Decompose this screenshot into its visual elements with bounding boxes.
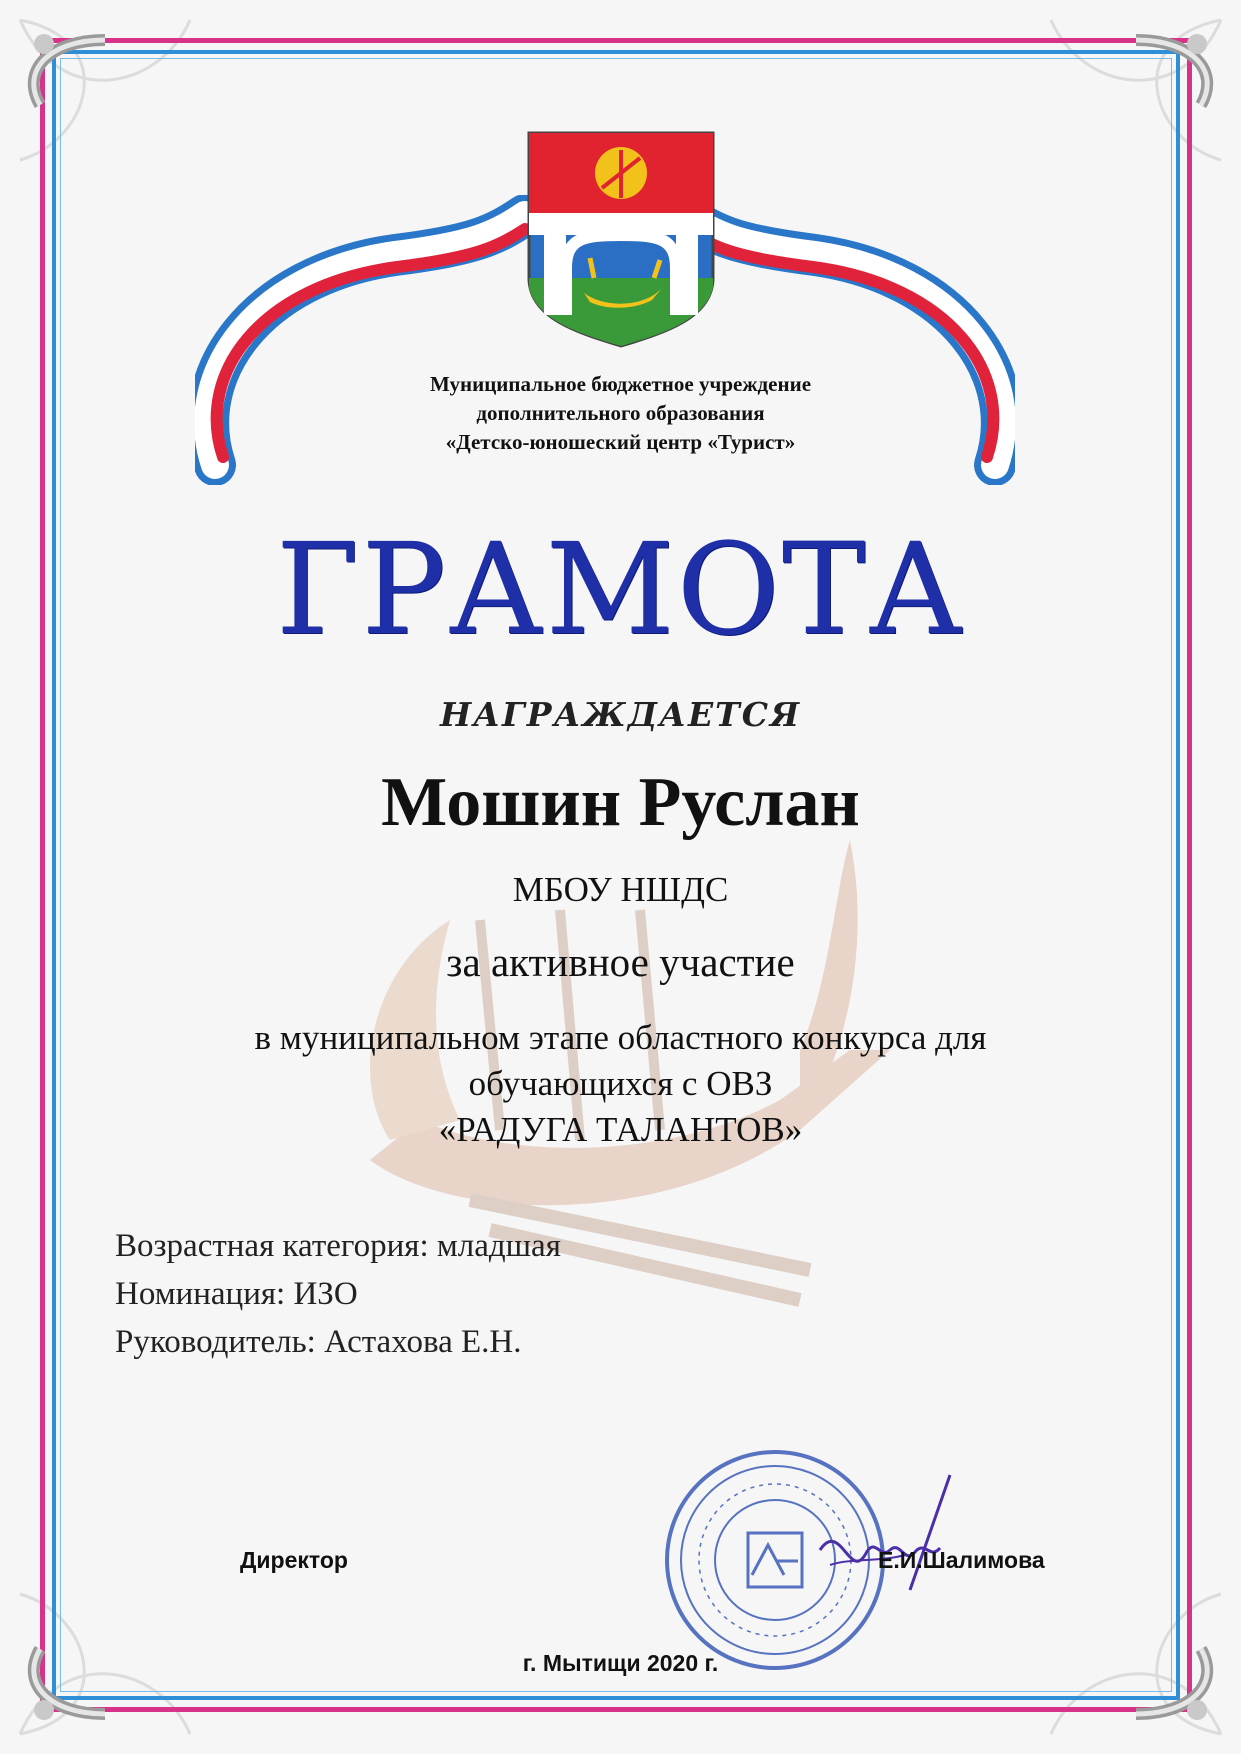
handwritten-signature-icon: [810, 1470, 960, 1600]
institution-name: [0, 370, 1241, 457]
certificate-title: ГРАМОТА: [275, 516, 966, 663]
city-year: г. Мытищи 2020 г.: [522, 1650, 719, 1676]
recipient-organization: МБОУ НШДС: [512, 870, 729, 909]
coat-of-arms-icon: [524, 128, 718, 348]
institution-line-2: дополнительного образования: [476, 401, 765, 425]
contest-description: [0, 1015, 1241, 1153]
awarded-label: НАГРАЖДАЕТСЯ: [439, 695, 802, 734]
corner-curl-icon: [10, 10, 120, 120]
recipient-name: Мошин Руслан: [381, 764, 860, 841]
age-category: Возрастная категория: младшая: [115, 1228, 561, 1264]
award-reason: за активное участие: [446, 939, 795, 985]
supervisor: Руководитель: Астахова Е.Н.: [115, 1324, 522, 1360]
institution-line-3: «Детско-юношеский центр «Турист»: [445, 430, 796, 454]
award-details: [115, 1222, 561, 1366]
corner-curl-icon: [1121, 10, 1231, 120]
director-label: Директор: [240, 1547, 348, 1573]
contest-line-3: «РАДУГА ТАЛАНТОВ»: [438, 1110, 803, 1149]
contest-line-2: обучающихся с ОВЗ: [468, 1064, 773, 1103]
institution-line-1: Муниципальное бюджетное учреждение: [429, 372, 812, 396]
contest-line-1: в муниципальном этапе областного конкурса для: [254, 1018, 987, 1057]
director-name: Е.И.Шалимова: [878, 1547, 1045, 1573]
nomination: Номинация: ИЗО: [115, 1276, 358, 1312]
